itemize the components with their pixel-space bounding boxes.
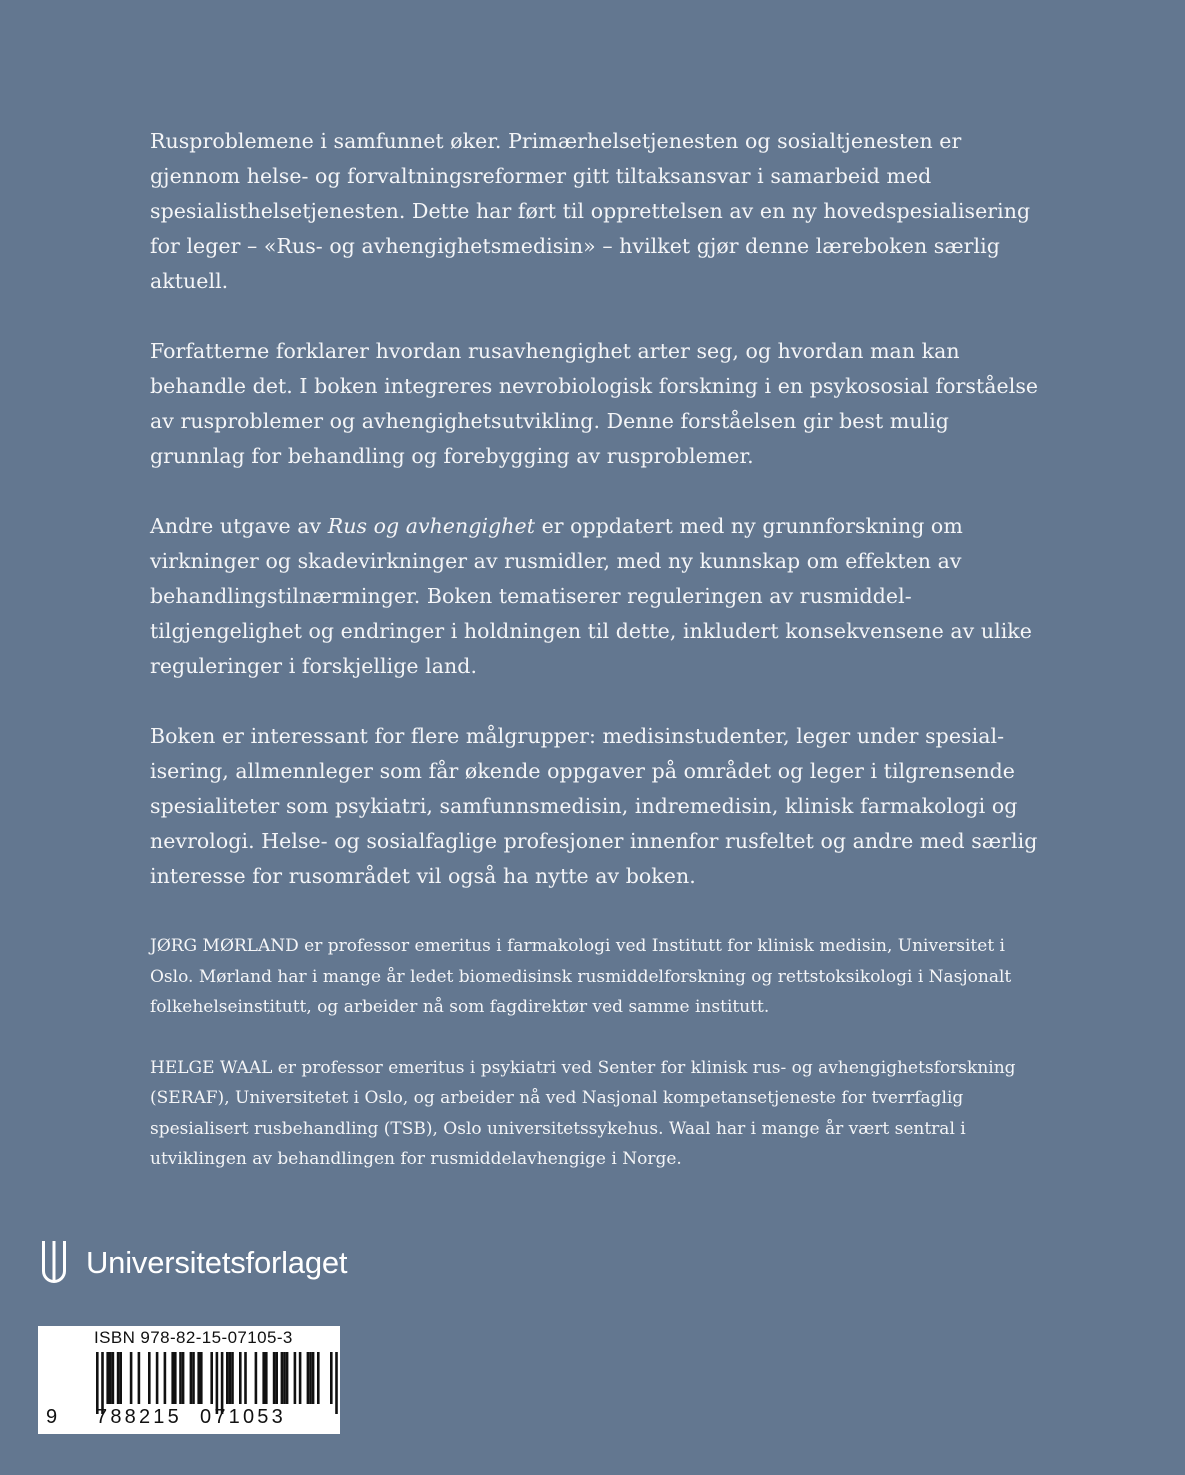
barcode-bar xyxy=(179,1352,182,1404)
barcode-bar xyxy=(262,1352,265,1404)
universitetsforlaget-u-logo-icon xyxy=(40,1241,68,1285)
barcode-bar xyxy=(101,1352,104,1414)
isbn-label: ISBN 978-82-15-07105-3 xyxy=(94,1328,293,1347)
barcode-digits-right: 071053 xyxy=(200,1406,286,1428)
barcode-bars xyxy=(38,1326,340,1434)
barcode-bar xyxy=(244,1352,247,1404)
barcode-bar xyxy=(174,1352,177,1404)
barcode-bar xyxy=(119,1352,122,1404)
barcode-bar xyxy=(112,1352,115,1404)
blurb-p3-rest: er oppdatert med ny grunnforskning om virkninger og skadevirkninger av rusmidler, med ny kunnskap om effekten av behandlingstilnærminger. Boken tematiserer reguleringen av rusmiddeltilgjengelighet og endringer i holdningen til dette, inkludert konsekvensene av ulike reguleringer i forskjellige land. xyxy=(150,514,1032,678)
barcode-bar xyxy=(138,1352,141,1404)
blurb-paragraph-3 xyxy=(150,509,1040,684)
barcode-bar xyxy=(221,1352,224,1414)
barcode-bar xyxy=(299,1352,302,1404)
barcode-bar xyxy=(192,1352,195,1404)
barcode-bar xyxy=(294,1352,297,1404)
barcode-bar xyxy=(200,1352,203,1404)
barcode-bar xyxy=(216,1352,219,1414)
barcode-bar xyxy=(226,1352,229,1404)
barcode-bar xyxy=(130,1352,133,1404)
publisher-logo xyxy=(40,1241,347,1285)
barcode-bar xyxy=(317,1352,320,1404)
barcode-bar xyxy=(210,1352,213,1404)
barcode-digit-lead: 9 xyxy=(46,1406,61,1428)
barcode-bar xyxy=(106,1352,109,1404)
barcode-bar xyxy=(182,1352,185,1404)
blurb-paragraph-1: Rusproblemene i samfunnet øker. Primærhelsetjenesten og sosialtjenesten er gjennom helse- og forvaltningsreformer gitt tiltaksansvar i samarbeid med spesialisthelsetjenesten. Dette har ført til opprettelsen av en ny hovedspesialisering for leger – «Rus- og avhengighetsmedisin» – hvilket gjør denne læreboken særlig aktuell. xyxy=(150,129,1031,293)
barcode-bar xyxy=(156,1352,159,1404)
barcode-bar xyxy=(283,1352,286,1404)
barcode-bar xyxy=(229,1352,232,1404)
barcode-bar xyxy=(148,1352,151,1404)
author-bios xyxy=(150,931,1040,1205)
barcode-bar xyxy=(171,1352,174,1404)
author-bio-morland: JØRG MØRLAND er professor emeritus i farmakologi ved Institutt for klinisk medisin, Universitet i Oslo. Mørland har i mange år ledet biomedisinsk rusmiddelforskning og rettstoksikologi i Nasjonalt folkehelseinstitutt, og arbeider nå som fagdirektør ved samme institutt. xyxy=(150,936,1012,1017)
book-title: Rus og avhengighet xyxy=(327,514,535,538)
barcode-bar xyxy=(312,1352,315,1404)
barcode-bar xyxy=(231,1352,234,1404)
barcode-bar xyxy=(164,1352,167,1404)
barcode-bar xyxy=(307,1352,310,1404)
blurb-paragraph-4: Boken er interessant for flere målgrupper: medisinstudenter, leger under spesialisering, allmennleger som får økende oppgaver på området og leger i tilgrensende spesialiteter som psykiatri, samfunnsmedisin, indremedisin, klinisk farmakologi og nevrologi. Helse- og sosialfaglige profesjoner innenfor rusfeltet og andre med særlig interesse for rusområdet vil også ha nytte av boken. xyxy=(150,724,1038,888)
barcode-bar xyxy=(281,1352,284,1404)
blurb-p3-intro: Andre utgave av xyxy=(150,514,328,538)
barcode-bar xyxy=(330,1352,333,1404)
isbn-barcode xyxy=(38,1326,340,1434)
blurb-paragraph-2: Forfatterne forklarer hvordan rusavhengighet arter seg, og hvordan man kan behandle det. I boken integreres nevrobiologisk forskning i en psykososial forståelse av rusproblemer og avhengighetsutvikling. Denne forståelsen gir best mulig grunnlag for behandling og forebygging av rusproblemer. xyxy=(150,339,1039,468)
publisher-name: Universitetsforlaget xyxy=(86,1245,348,1280)
barcode-bar xyxy=(117,1352,120,1404)
barcode-bar xyxy=(265,1352,268,1404)
barcode-bar xyxy=(273,1352,276,1404)
back-cover-blurb xyxy=(150,124,1040,929)
barcode-bar xyxy=(197,1352,200,1404)
author-bio-waal: HELGE WAAL er professor emeritus i psykiatri ved Senter for klinisk rus- og avhengighetsforskning (SERAF), Universitetet i Oslo, og arbeider nå ved Nasjonal kompetansetjeneste for tverrfaglig spesialisert rusbehandling (TSB), Oslo universitetssykehus. Waal har i mange år vært sentral i utviklingen av behandlingen for rusmiddelavhengige i Norge. xyxy=(150,1057,1016,1169)
barcode-bar xyxy=(286,1352,289,1404)
barcode-bar xyxy=(335,1352,338,1414)
barcode-bar xyxy=(309,1352,312,1404)
barcode-bar xyxy=(255,1352,258,1404)
barcode-bar xyxy=(239,1352,242,1404)
barcode-bar xyxy=(96,1352,99,1414)
barcode-digits-left: 788215 xyxy=(96,1406,182,1428)
barcode-bar xyxy=(190,1352,193,1404)
barcode-bar xyxy=(109,1352,112,1404)
barcode-bar xyxy=(275,1352,278,1404)
